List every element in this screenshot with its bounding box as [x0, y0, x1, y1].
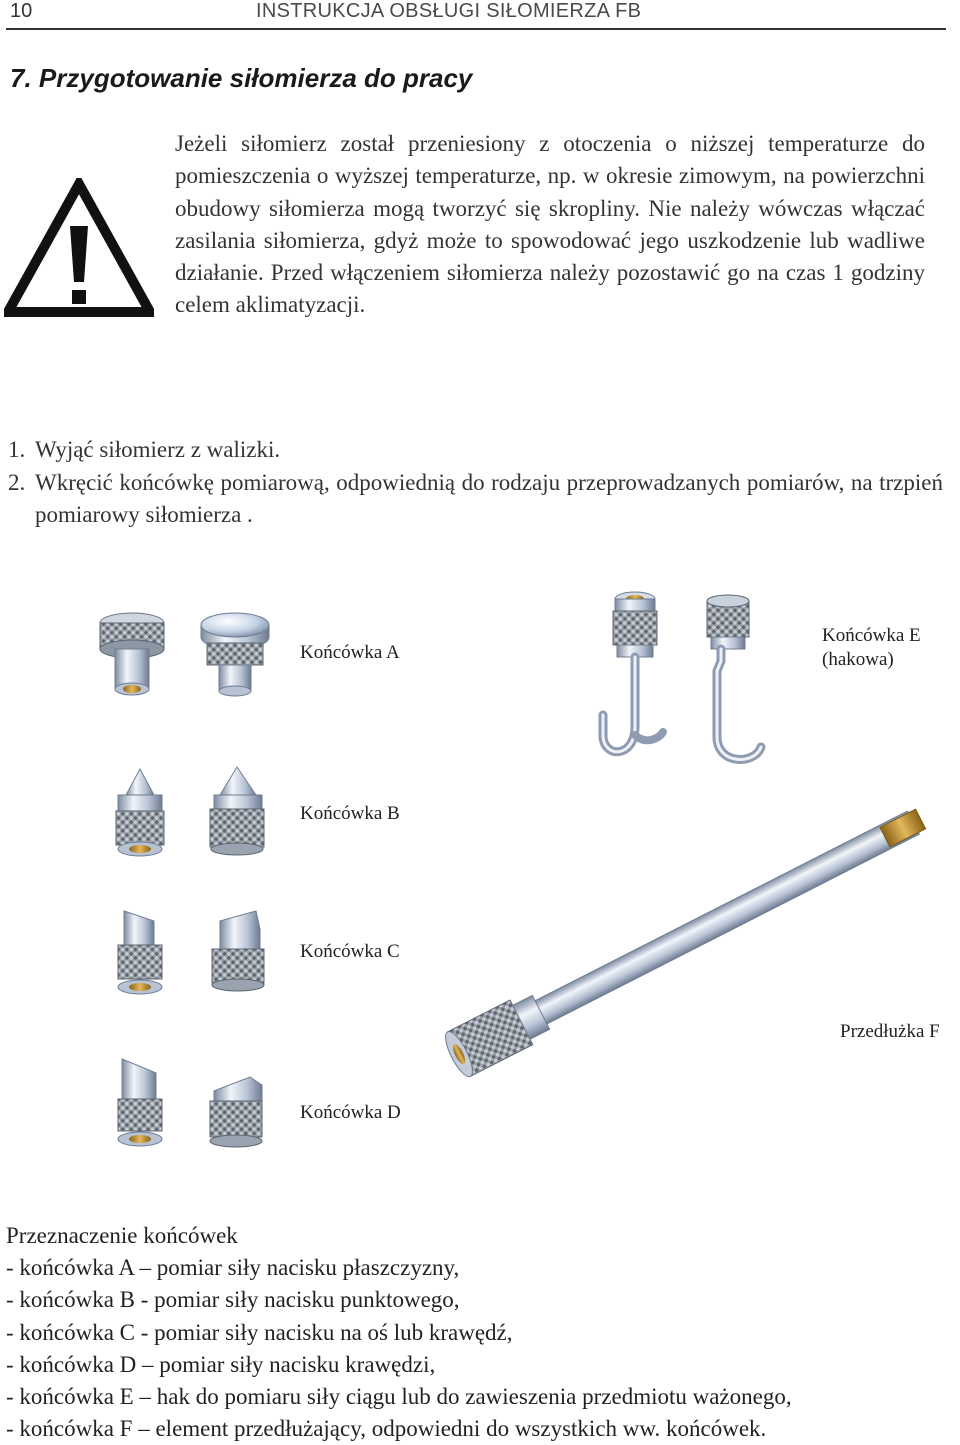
tip-e-label: [822, 624, 921, 672]
purpose-item: - końcówka F – element przedłużający, odpowiedni do wszystkich ww. końcówek.: [6, 1416, 767, 1442]
tip-d-label: Końcówka D: [300, 1102, 401, 1123]
running-title: INSTRUKCJA OBSŁUGI SIŁOMIERZA FB: [256, 0, 642, 22]
exclamation-triangle-icon: [4, 178, 154, 318]
tip-e-hook-left: [603, 592, 663, 752]
tip-c-side-variant: [212, 911, 264, 991]
step-number: 2.: [8, 469, 26, 495]
step-list: [8, 434, 943, 532]
step-item: [8, 434, 943, 467]
tip-b-front-variant: [116, 769, 164, 856]
tip-e-label-line1: Końcówka E: [822, 625, 921, 646]
step-text: Wkręcić końcówkę pomiarową, odpowiednią do rodzaju przeprowadzanych pomiarów, na trzpień pomiarowy siłomierza .: [35, 469, 943, 527]
tip-c-front-variant: [118, 911, 162, 994]
tip-d-front-variant: [118, 1059, 162, 1146]
purpose-item: - końcówka A – pomiar siły nacisku płaszczyzny,: [6, 1255, 460, 1281]
tip-b-image: [110, 765, 270, 865]
tip-b-side-variant: [210, 767, 264, 855]
tip-c-label: Końcówka C: [300, 941, 400, 962]
section-title: 7. Przygotowanie siłomierza do pracy: [10, 63, 473, 93]
tip-a-flat-variant: [201, 613, 269, 696]
extension-f-image: [435, 795, 950, 1095]
purpose-list: [6, 1220, 956, 1445]
tip-e-label-line2: (hakowa): [822, 649, 894, 670]
page-header: [6, 0, 946, 30]
tip-c-image: [110, 905, 270, 1005]
step-number: 1.: [8, 437, 26, 462]
purpose-item: - końcówka E – hak do pomiaru siły ciągu lub do zawieszenia przedmiotu ważonego,: [6, 1384, 792, 1410]
purpose-item: - końcówka C - pomiar siły nacisku na oś lub krawędź,: [6, 1319, 513, 1345]
purpose-item: - końcówka B - pomiar siły nacisku punktowego,: [6, 1287, 460, 1313]
tip-e-image: [595, 587, 785, 772]
tip-e-hook-right: [707, 595, 761, 759]
tip-d-image: [110, 1055, 270, 1155]
warning-text: Jeżeli siłomierz został przeniesiony z otoczenia o niższej temperaturze do pomieszczenia o wyższej temperaturze, np. w okresie zimowym, na powierzchni obudowy siłomierza mogą tworzyć się skropliny. Nie należy wówczas włączać zasilania siłomierza, gdyż może to spowodować jego uszkodzenie lub wadliwe działanie. Przed włączeniem siłomierza należy pozostawić go na czas 1 godziny celem aklimatyzacji.: [175, 131, 925, 318]
tip-d-side-variant: [210, 1077, 262, 1147]
tip-a-image: [95, 605, 280, 705]
tip-a-label: Końcówka A: [300, 642, 400, 663]
purpose-heading: Przeznaczenie końcówek: [6, 1223, 238, 1248]
tip-b-label: Końcówka B: [300, 803, 400, 824]
extension-f-label: Przedłużka F: [840, 1021, 940, 1042]
tip-a-knurled-variant: [100, 613, 164, 695]
step-item: [8, 467, 943, 532]
step-text: Wyjąć siłomierz z walizki.: [35, 437, 281, 462]
page-number: 10: [10, 0, 33, 22]
purpose-item: - końcówka D – pomiar siły nacisku krawędzi,: [6, 1351, 436, 1377]
